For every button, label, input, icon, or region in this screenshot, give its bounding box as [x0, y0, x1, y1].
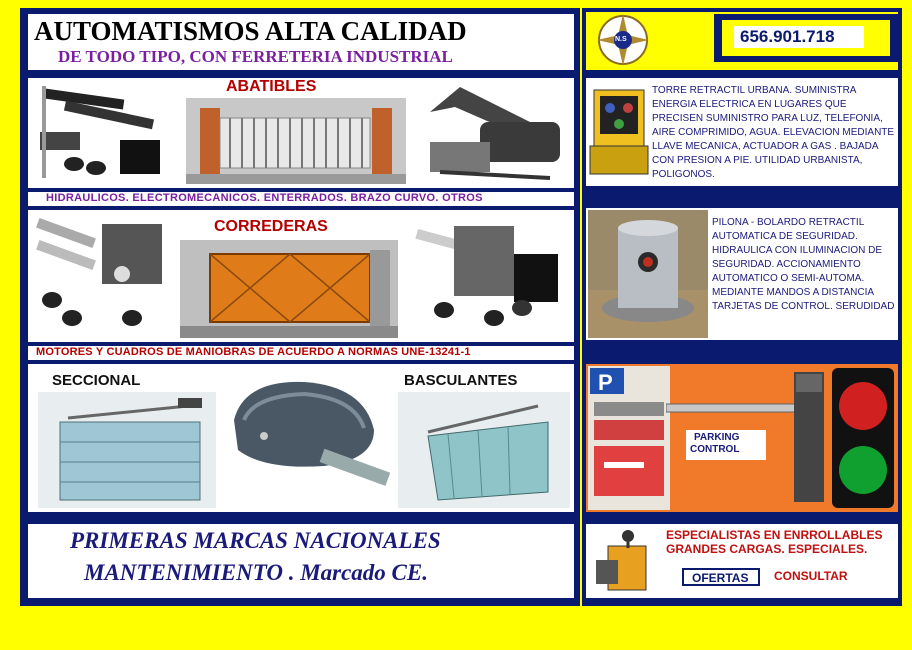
- hydraulic-motors-image: [34, 82, 174, 182]
- parking-section: [586, 364, 898, 512]
- basculantes-title: BASCULANTES: [404, 372, 518, 389]
- abatibles-title: ABATIBLES: [226, 78, 317, 95]
- footer-box: [28, 524, 574, 598]
- enrollables-line2: GRANDES CARGAS. ESPECIALES.: [666, 542, 868, 556]
- swing-gate-image: [186, 98, 406, 184]
- parking-ticket-machine-image: [588, 366, 670, 510]
- svg-text:P: P: [598, 370, 613, 395]
- retractable-tower-image: [588, 82, 650, 182]
- parking-line2: CONTROL: [690, 444, 740, 455]
- enrollables-section: [586, 524, 898, 598]
- page-title: AUTOMATISMOS ALTA CALIDAD: [34, 16, 467, 46]
- header-box: [28, 14, 574, 70]
- enrollables-line1: ESPECIALISTAS EN ENRROLLABLES: [666, 528, 883, 542]
- phone-number[interactable]: 656.901.718: [740, 27, 835, 46]
- phone-box: [722, 20, 890, 56]
- page-subtitle: DE TODO TIPO, CON FERRETERIA INDUSTRIAL: [58, 47, 453, 66]
- pilona-section: [586, 208, 898, 340]
- abatibles-section: [28, 78, 574, 188]
- seccional-section: [28, 364, 574, 512]
- parking-line1: PARKING: [694, 432, 740, 443]
- correderas-title: CORREDERAS: [214, 218, 328, 235]
- ofertas-button[interactable]: [682, 568, 760, 586]
- logo-text: N.S: [615, 36, 627, 43]
- logo: [588, 12, 658, 68]
- sliding-control-unit-image: [414, 214, 570, 338]
- pilona-description: PILONA - BOLARDO RETRACTIL AUTOMATICA DE SEGURIDAD. HIDRAULICA CON ILUMINACION DE SEGURIDAD. ACCIONAMIENTO AUTOMATICO O SEMI-AUTOMA. MEDIANTE MANDOS A DISTANCIA TARJETAS DE CONTROL. SERUDIDAD: [712, 217, 895, 312]
- tilting-door-image: [398, 392, 570, 508]
- curved-arm-operator-image: [420, 82, 570, 184]
- torre-description: TORRE RETRACTIL URBANA. SUMINISTRA ENERGIA ELECTRICA EN LUGARES QUE PRECISEN SUMINISTRO PARA LUZ, TELEFONIA, AIRE COMPRIMIDO, AGUA. ELEVACION MEDIANTE LLAVE MECANICA, ACTUADOR A GAS . BAJADA CON PRESION A PIE. UTILIDAD URBANISTA, POLIGONOS.: [652, 85, 895, 180]
- abatibles-caption-box: [28, 192, 574, 206]
- footer-line1: PRIMERAS MARCAS NACIONALES: [70, 528, 441, 553]
- sliding-motor-kit-image: [32, 214, 176, 338]
- correderas-section: [28, 210, 574, 342]
- garage-motor-image: [224, 370, 390, 508]
- roller-motor-image: [588, 526, 660, 596]
- consultar-button[interactable]: [768, 568, 864, 586]
- torre-section: [586, 78, 898, 186]
- consultar-label: CONSULTAR: [774, 569, 848, 583]
- correderas-caption: MOTORES Y CUADROS DE MANIOBRAS DE ACUERDO A NORMAS UNE-13241-1: [36, 346, 471, 358]
- sectional-door-image: [38, 392, 216, 508]
- traffic-light-icon: [830, 366, 896, 510]
- seccional-title: SECCIONAL: [52, 372, 141, 389]
- abatibles-caption: HIDRAULICOS. ELECTROMECANICOS. ENTERRADOS. BRAZO CURVO. OTROS: [46, 192, 483, 204]
- sliding-gate-image: [180, 240, 398, 338]
- bollard-image: [588, 210, 708, 338]
- correderas-caption-box: [28, 346, 574, 360]
- footer-line2: MANTENIMIENTO . Marcado CE.: [84, 560, 428, 585]
- ofertas-label: OFERTAS: [692, 571, 749, 585]
